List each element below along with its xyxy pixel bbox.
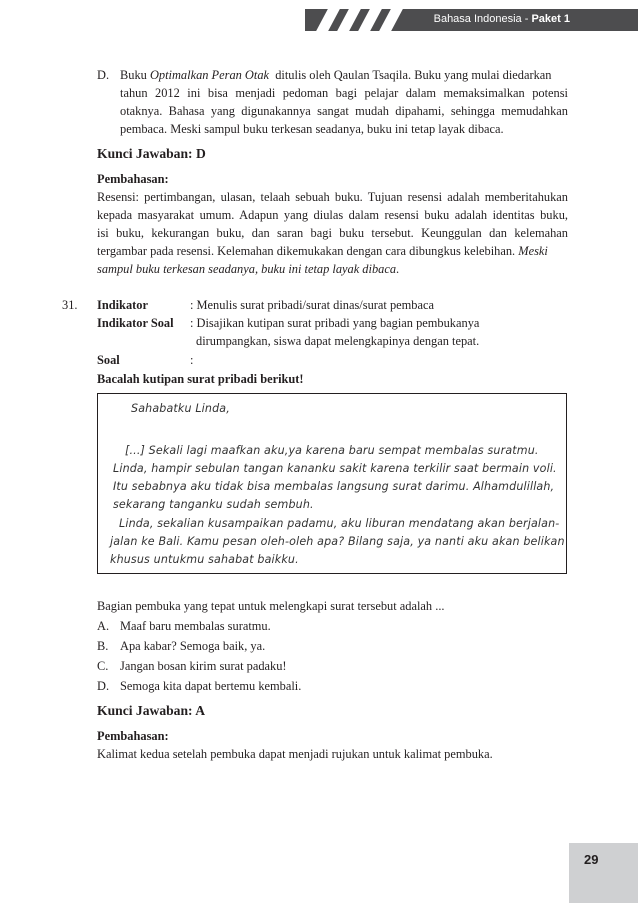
explanation-30-line3: isi buku, kekurangan buku, dan saran bagi buku tersebut. Keunggulan dan kelemahan [97, 226, 568, 240]
indikator-label: Indikator [97, 298, 148, 312]
soal-colon: : [190, 353, 194, 367]
header-paket: Paket 1 [531, 13, 570, 25]
indikator-soal-value-line2: dirumpangkan, siswa dapat melengkapinya dengan tepat. [196, 334, 480, 348]
option-d-line1-post: ditulis oleh Qaulan Tsaqila. Buku yang mulai diedarkan [269, 68, 552, 82]
indikator-soal-label: Indikator Soal [97, 316, 174, 330]
explanation-30-line4-italic: Meski [518, 244, 548, 258]
explanation-label-30: Pembahasan: [97, 172, 169, 186]
option-d-text: Semoga kita dapat bertemu kembali. [120, 679, 302, 693]
question-number: 31. [62, 298, 78, 312]
header-title [434, 13, 570, 25]
indikator-value: : Menulis surat pribadi/surat dinas/surat pembaca [190, 298, 434, 312]
answer-key-30: Kunci Jawaban: D [97, 146, 206, 161]
option-d-line1 [120, 66, 568, 84]
option-d-line1-pre: Buku [120, 68, 150, 82]
option-d-line4: pembaca. Meski sampul buku terkesan seadanya, buku ini tetap layak dibaca. [120, 122, 504, 136]
option-d-letter: D. [97, 68, 110, 82]
option-d-letter-q31: D. [97, 679, 110, 693]
explanation-30-line1: Resensi: pertimbangan, ulasan, telaah sebuah buku. Tujuan resensi adalah memberitahukan [97, 190, 568, 204]
explanation-30-line4-text: tergambar pada resensi. Kelemahan dikemukakan dengan cara dibungkus kelebihan. [97, 244, 519, 258]
option-d-line2: tahun 2012 ini bisa menjadi pedoman bagi pelajar dalam memaksimalkan potensi [120, 86, 568, 100]
page-number: 29 [584, 852, 599, 867]
soal-label: Soal [97, 353, 120, 367]
page-number-tab [569, 843, 638, 903]
indikator-soal-value-line1: : Disajikan kutipan surat pribadi yang bagian pembukanya [190, 316, 480, 330]
answer-key-31: Kunci Jawaban: A [97, 703, 206, 718]
letter-p1-line3: Itu sebabnya aku tidak bisa membalas langsung surat darimu. Alhamdulillah, [113, 480, 555, 493]
option-b-letter: B. [97, 639, 109, 653]
letter-p2-line1: Linda, sekalian kusampaikan padamu, aku liburan mendatang akan berjalan- [119, 517, 560, 530]
letter-greeting: Sahabatku Linda, [131, 402, 230, 415]
letter-p2-line3: khusus untukmu sahabat baikku. [110, 553, 299, 566]
option-d-line3: otaknya. Bahasa yang digunakannya sangat mudah dipahami, sehingga memudahkan [120, 104, 568, 118]
option-b-text: Apa kabar? Semoga baik, ya. [120, 639, 266, 653]
letter-p2-line2: jalan ke Bali. Kamu pesan oleh-oleh apa? Bilang saja, ya nanti aku akan belikan [110, 535, 565, 548]
letter-p1-line1: [...] Sekali lagi maafkan aku,ya karena baru sempat membalas suratmu. [125, 444, 539, 457]
explanation-label-31: Pembahasan: [97, 729, 169, 743]
instruction: Bacalah kutipan surat pribadi berikut! [97, 372, 304, 386]
letter-p1-line4: sekarang tanganku sudah sembuh. [113, 498, 314, 511]
letter-p1-line2: Linda, hampir sebulan tangan kananku sakit karena terkilir saat bermain voli. [113, 462, 557, 475]
option-a-text: Maaf baru membalas suratmu. [120, 619, 271, 633]
question-text: Bagian pembuka yang tepat untuk melengkapi surat tersebut adalah ... [97, 599, 445, 613]
explanation-31-text: Kalimat kedua setelah pembuka dapat menjadi rujukan untuk kalimat pembuka. [97, 747, 493, 761]
explanation-30-line5-end: . [396, 262, 400, 276]
option-c-text: Jangan bosan kirim surat padaku! [120, 659, 287, 673]
option-a-letter: A. [97, 619, 110, 633]
explanation-30-line2: kepada masyarakat umum. Adapun yang diulas dalam resensi buku adalah identitas buku, [97, 208, 568, 222]
header-subject: Bahasa Indonesia - [433, 13, 529, 25]
explanation-30-line5-italic: sampul buku terkesan seadanya, buku ini tetap layak dibaca [97, 262, 397, 276]
book-title: Optimalkan Peran Otak [149, 68, 270, 82]
option-c-letter: C. [97, 659, 109, 673]
explanation-30-line4 [97, 242, 568, 260]
explanation-30-line5 [97, 260, 399, 278]
